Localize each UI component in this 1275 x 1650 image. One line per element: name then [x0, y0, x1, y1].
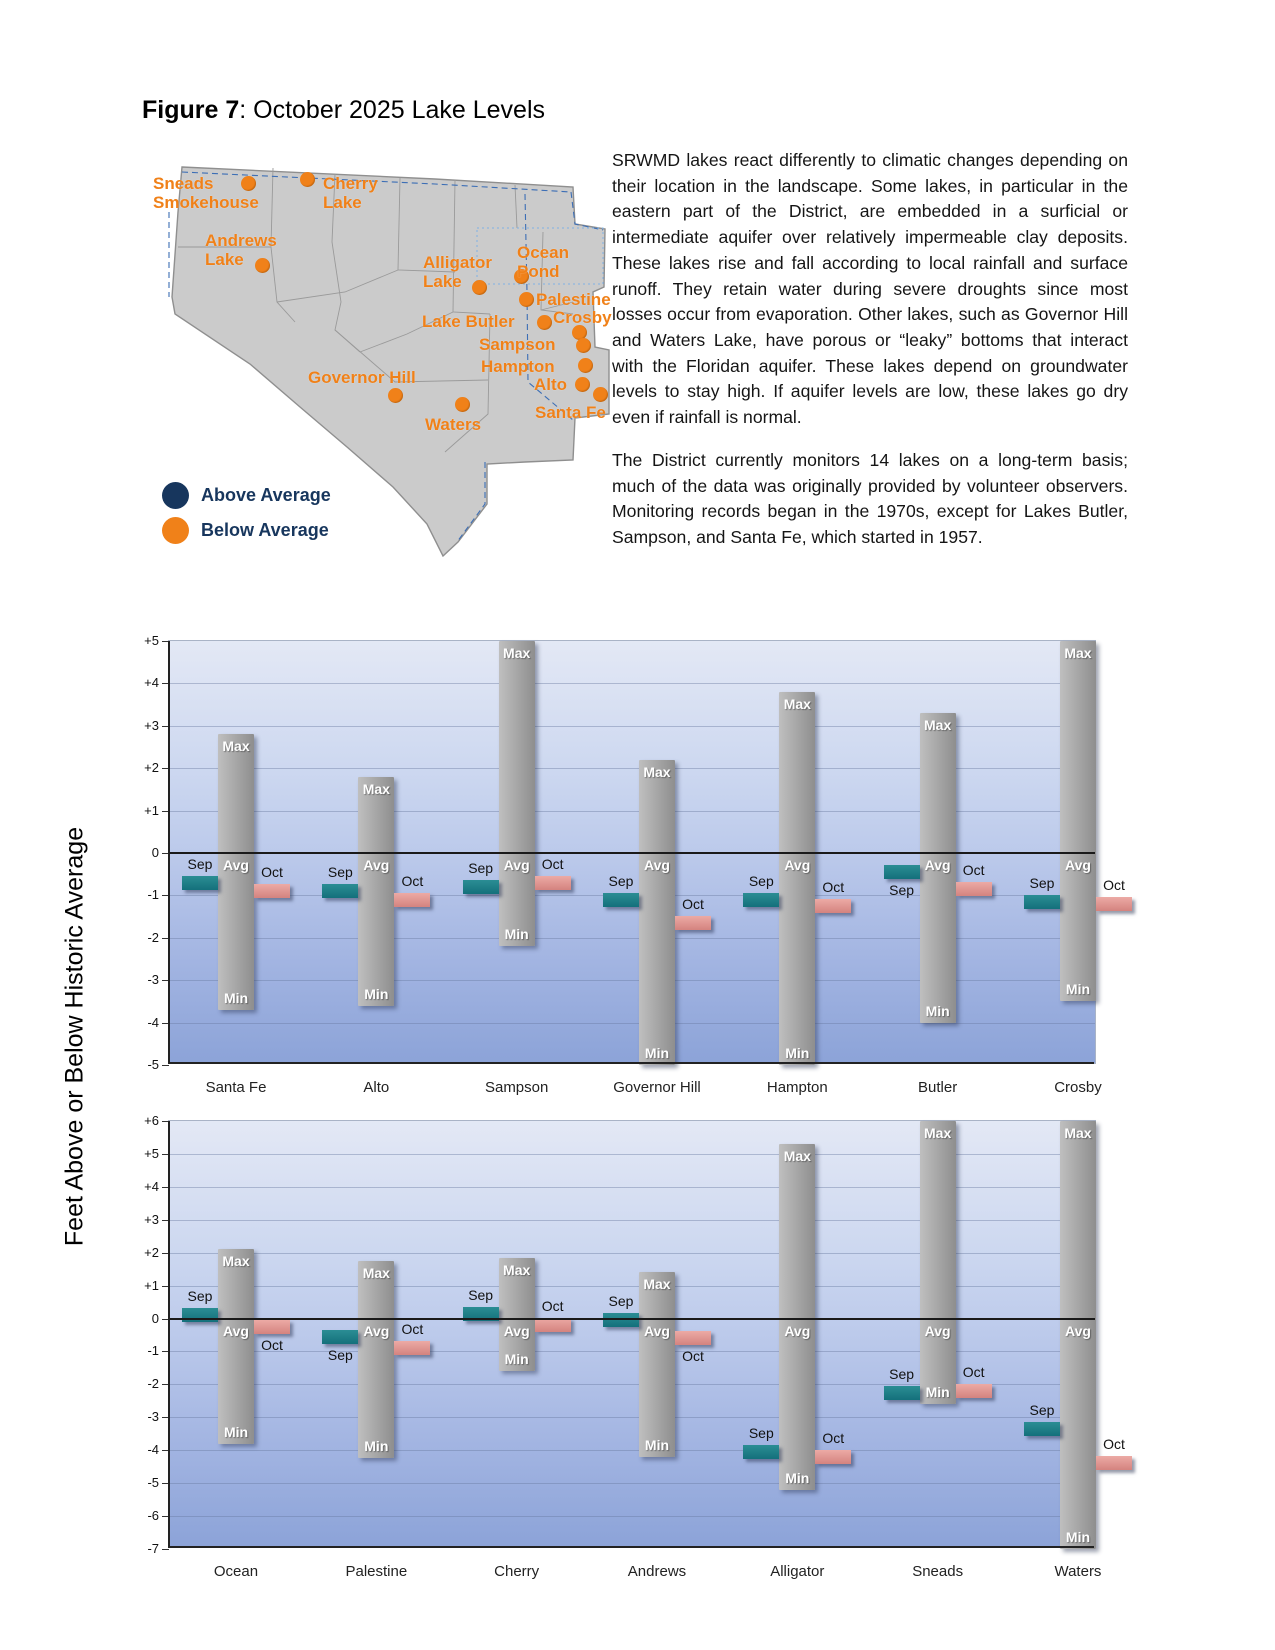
category-label-sampson: Sampson	[484, 1079, 549, 1096]
gridline	[169, 1187, 1095, 1188]
sep-label-hampton: Sep	[748, 872, 774, 889]
y-tick-label: +4	[144, 1178, 159, 1194]
oct-label-butler: Oct	[962, 862, 985, 879]
district-map	[145, 152, 613, 557]
avg-label-alto: Avg	[363, 857, 390, 873]
min-label-palestine: Min	[364, 1438, 389, 1455]
sep-label-butler: Sep	[889, 882, 915, 899]
y-tick-label: -4	[147, 1442, 159, 1458]
min-label-hampton: Min	[785, 1045, 810, 1061]
category-label-alligator: Alligator	[770, 1563, 825, 1580]
min-label-governor-hill: Min	[644, 1045, 670, 1061]
sep-label-waters: Sep	[1029, 1401, 1055, 1418]
oct-bar-sneads	[956, 1384, 992, 1398]
range-bar-alto	[358, 777, 394, 1006]
sep-label-santa-fe: Sep	[187, 855, 213, 872]
sep-label-cherry: Sep	[468, 1286, 494, 1303]
min-label-waters: Min	[1065, 1529, 1091, 1545]
figure-title	[142, 96, 545, 125]
oct-bar-cherry	[535, 1318, 571, 1332]
min-label-cherry: Min	[504, 1351, 529, 1368]
min-label-sneads: Min	[925, 1384, 950, 1401]
sep-label-sampson: Sep	[468, 859, 494, 876]
y-tick-label: 0	[151, 845, 159, 860]
zero-gridline	[169, 1318, 1095, 1320]
max-label-cherry: Max	[503, 1261, 531, 1278]
y-tick-label: +1	[144, 802, 159, 818]
sep-bar-hampton	[743, 893, 779, 907]
lake-dot-lake-butler	[537, 315, 552, 330]
sep-label-alto: Sep	[327, 864, 353, 881]
y-tick-label: +5	[144, 1145, 159, 1161]
lake-dot-santa-fe	[593, 387, 608, 402]
min-label-butler: Min	[925, 1002, 950, 1019]
sep-bar-palestine	[322, 1330, 358, 1344]
oct-label-hampton: Oct	[822, 879, 845, 895]
lake-label-palestine: Palestine	[536, 290, 611, 309]
y-axis-title: Feet Above or Below Historic Average	[60, 826, 89, 1247]
gridline	[169, 1417, 1095, 1418]
gridline	[169, 1220, 1095, 1221]
y-tick-label: -5	[147, 1475, 159, 1491]
paragraph-2: The District currently monitors 14 lakes on a long-term basis; much of the data was originally provided by volunteer observers. Monitoring records began in the 1970s, except for Lakes Butler, Sampson, and Santa Fe, which started in 1957.	[612, 450, 1128, 548]
y-tick-label: -1	[147, 1343, 159, 1359]
lake-label-alto: Alto	[534, 375, 568, 394]
lake-label-santa-fe: Santa Fe	[535, 403, 606, 422]
oct-bar-hampton	[815, 899, 851, 913]
gridline	[169, 768, 1095, 769]
lake-label-alligator-lake: Alligator Lake	[423, 253, 492, 291]
category-label-alto: Alto	[363, 1079, 390, 1096]
max-label-ocean: Max	[222, 1253, 250, 1270]
sep-label-crosby: Sep	[1029, 874, 1055, 891]
oct-bar-alto	[394, 893, 430, 907]
category-label-waters: Waters	[1054, 1563, 1102, 1580]
max-label-alto: Max	[362, 780, 390, 797]
sep-label-ocean: Sep	[187, 1288, 213, 1305]
y-tick-mark	[162, 1065, 169, 1066]
gridline	[169, 811, 1095, 812]
gridline	[169, 1253, 1095, 1254]
max-label-hampton: Max	[783, 695, 811, 712]
oct-bar-butler	[956, 882, 992, 896]
range-bar-andrews	[639, 1272, 675, 1456]
y-tick-label: -2	[147, 929, 159, 945]
lake-label-sneads-smokehouse: Sneads Smokehouse	[153, 174, 259, 212]
lake-label-hampton: Hampton	[481, 357, 555, 376]
gridline	[169, 1154, 1095, 1155]
y-tick-label: -7	[147, 1541, 159, 1556]
avg-label-sneads: Avg	[924, 1322, 951, 1339]
sep-bar-santa-fe	[182, 876, 218, 890]
avg-label-palestine: Avg	[363, 1322, 390, 1339]
range-bar-sampson	[499, 641, 535, 946]
figure-subtitle: : October 2025 Lake Levels	[239, 96, 545, 124]
lake-label-ocean-pond: Ocean Pond	[517, 243, 569, 281]
lake-label-sampson: Sampson	[479, 335, 556, 354]
range-bar-ocean	[218, 1249, 254, 1443]
oct-label-cherry: Oct	[541, 1298, 564, 1315]
category-label-andrews: Andrews	[627, 1563, 687, 1580]
sep-bar-ocean	[182, 1308, 218, 1322]
lake-label-governor-hill: Governor Hill	[308, 368, 416, 387]
lake-label-andrews-lake: Andrews Lake	[205, 231, 277, 269]
min-label-crosby: Min	[1065, 981, 1091, 998]
max-label-butler: Max	[924, 717, 952, 734]
lake-dot-alto	[575, 377, 590, 392]
oct-label-ocean: Oct	[261, 1336, 283, 1353]
sep-label-andrews: Sep	[608, 1293, 634, 1310]
avg-label-alligator: Avg	[784, 1322, 811, 1339]
y-tick-label: +3	[144, 1211, 159, 1227]
oct-label-alligator: Oct	[822, 1429, 845, 1446]
sep-bar-governor-hill	[603, 893, 639, 907]
min-label-santa-fe: Min	[223, 989, 249, 1006]
lake-label-waters: Waters	[425, 415, 482, 434]
max-label-andrews: Max	[643, 1276, 671, 1293]
oct-bar-santa-fe	[254, 884, 290, 898]
y-tick-label: +1	[144, 1277, 159, 1293]
oct-label-sampson: Oct	[541, 855, 564, 872]
legend-above-average-label: Above Average	[201, 485, 331, 505]
y-axis-line	[168, 1121, 170, 1547]
max-label-sneads: Max	[924, 1125, 952, 1141]
oct-label-alto: Oct	[401, 872, 424, 889]
oct-label-crosby: Oct	[1103, 876, 1125, 893]
range-bar-sneads	[920, 1121, 956, 1404]
oct-label-palestine: Oct	[401, 1321, 424, 1338]
gridline	[169, 1483, 1095, 1484]
sep-bar-sneads	[884, 1386, 920, 1400]
y-tick-label: -4	[147, 1014, 159, 1030]
sep-label-sneads: Sep	[889, 1365, 915, 1382]
legend-below-average-label: Below Average	[201, 520, 329, 540]
y-tick-label: +3	[144, 717, 159, 733]
gridline	[169, 1286, 1095, 1287]
plot-area	[144, 1113, 1125, 1580]
category-label-butler: Butler	[918, 1079, 958, 1096]
gridline	[169, 683, 1095, 684]
y-tick-mark	[162, 1549, 169, 1550]
lake-dot-cherry-lake	[300, 172, 315, 187]
figure-label: Figure 7	[142, 96, 240, 124]
y-tick-label: -3	[147, 972, 159, 988]
oct-bar-alligator	[815, 1450, 851, 1464]
lake-label-crosby: Crosby	[553, 308, 612, 327]
gridline	[169, 980, 1095, 981]
gridline	[169, 1450, 1095, 1451]
range-bar-governor-hill	[639, 760, 675, 1065]
avg-label-andrews: Avg	[644, 1322, 670, 1339]
sep-bar-sampson	[463, 880, 499, 894]
range-bar-palestine	[358, 1261, 394, 1459]
oct-label-sneads: Oct	[962, 1363, 985, 1380]
y-tick-label: +6	[144, 1113, 159, 1128]
sep-bar-butler	[884, 865, 920, 879]
min-label-ocean: Min	[223, 1423, 249, 1440]
lake-dot-palestine	[519, 292, 534, 307]
category-label-crosby: Crosby	[1054, 1079, 1102, 1096]
avg-label-crosby: Avg	[1065, 857, 1091, 873]
chart-eastern-lakes	[144, 633, 1125, 1096]
max-label-governor-hill: Max	[643, 763, 671, 780]
y-tick-label: -1	[147, 887, 159, 903]
lake-dot-sampson	[576, 338, 591, 353]
gridline	[169, 1351, 1095, 1352]
max-label-waters: Max	[1064, 1125, 1092, 1141]
sep-label-palestine: Sep	[327, 1346, 353, 1363]
lake-label-lake-butler: Lake Butler	[422, 312, 515, 331]
oct-bar-palestine	[394, 1341, 430, 1355]
avg-label-cherry: Avg	[503, 1322, 530, 1339]
gridline	[169, 1023, 1095, 1024]
sep-bar-crosby	[1024, 895, 1060, 909]
y-tick-label: +2	[144, 760, 159, 776]
max-label-crosby: Max	[1064, 645, 1092, 661]
max-label-santa-fe: Max	[222, 738, 250, 755]
x-axis-line	[168, 1062, 1094, 1064]
sep-bar-waters	[1024, 1422, 1060, 1436]
range-bar-hampton	[779, 692, 815, 1065]
sep-bar-alto	[322, 884, 358, 898]
plot-area	[144, 633, 1125, 1096]
oct-bar-waters	[1096, 1456, 1132, 1470]
legend-below-average	[162, 517, 329, 544]
oct-bar-crosby	[1096, 897, 1132, 911]
legend-above-average	[162, 482, 331, 509]
category-label-ocean: Ocean	[213, 1563, 259, 1580]
avg-label-ocean: Avg	[223, 1322, 249, 1339]
zero-gridline	[169, 852, 1095, 854]
max-label-sampson: Max	[503, 645, 531, 661]
category-label-hampton: Hampton	[766, 1079, 828, 1096]
category-label-sneads: Sneads	[912, 1563, 964, 1580]
range-bar-crosby	[1060, 641, 1096, 1001]
chart-western-lakes	[144, 1113, 1125, 1580]
lake-dot-governor-hill	[388, 388, 403, 403]
sep-label-alligator: Sep	[748, 1424, 774, 1441]
above-average-dot-icon	[162, 482, 189, 509]
min-label-andrews: Min	[644, 1436, 670, 1453]
below-average-dot-icon	[162, 517, 189, 544]
avg-label-sampson: Avg	[503, 857, 530, 873]
y-tick-label: -2	[147, 1376, 159, 1392]
lake-label-cherry-lake: Cherry Lake	[323, 174, 378, 212]
category-label-palestine: Palestine	[345, 1563, 408, 1580]
min-label-alligator: Min	[785, 1469, 810, 1486]
paragraph-1: SRWMD lakes react differently to climatic changes depending on their location in the landscape. Some lakes, in particular in the eastern part of the District, are embedded in a surficial or intermediate aquifer over relatively impermeable clay deposits. These lakes rise and fall according to local rainfall and surface runoff. They retain water during severe droughts since most losses occur from evaporation. Other lakes, such as Governor Hill and Waters Lake, have porous or “leaky” bottoms that interact with the Floridan aquifer. These lakes depend on groundwater levels to stay high. If aquifer levels are low, these lakes go dry even if rainfall is normal.	[612, 150, 1128, 428]
oct-bar-sampson	[535, 876, 571, 890]
min-label-alto: Min	[364, 985, 389, 1002]
y-tick-label: +5	[144, 633, 159, 648]
min-label-sampson: Min	[504, 926, 529, 943]
oct-label-santa-fe: Oct	[261, 864, 283, 881]
category-label-cherry: Cherry	[494, 1563, 540, 1580]
y-tick-label: 0	[151, 1310, 159, 1326]
oct-label-andrews: Oct	[682, 1348, 704, 1365]
y-tick-label: -3	[147, 1409, 159, 1425]
max-label-palestine: Max	[362, 1264, 390, 1281]
sep-bar-andrews	[603, 1313, 639, 1327]
gridline	[169, 938, 1095, 939]
oct-label-governor-hill: Oct	[682, 895, 704, 912]
category-label-governor-hill: Governor Hill	[613, 1079, 701, 1096]
avg-label-hampton: Avg	[784, 857, 811, 873]
oct-label-waters: Oct	[1103, 1436, 1125, 1453]
y-tick-label: +4	[144, 675, 159, 691]
avg-label-butler: Avg	[924, 857, 951, 873]
sep-bar-alligator	[743, 1445, 779, 1459]
lake-dot-waters	[455, 397, 470, 412]
x-axis-line	[168, 1546, 1094, 1548]
avg-label-waters: Avg	[1065, 1322, 1091, 1339]
category-label-santa-fe: Santa Fe	[205, 1079, 267, 1096]
y-tick-label: -5	[147, 1057, 159, 1072]
lake-dot-hampton	[578, 358, 593, 373]
y-tick-label: -6	[147, 1508, 159, 1524]
y-tick-label: +2	[144, 1244, 159, 1260]
y-axis-line	[168, 641, 170, 1063]
avg-label-governor-hill: Avg	[644, 857, 670, 873]
oct-bar-governor-hill	[675, 916, 711, 930]
avg-label-santa-fe: Avg	[223, 857, 249, 873]
sep-label-governor-hill: Sep	[608, 872, 634, 889]
gridline	[169, 1516, 1095, 1517]
gridline	[169, 726, 1095, 727]
oct-bar-andrews	[675, 1331, 711, 1345]
oct-bar-ocean	[254, 1320, 290, 1334]
max-label-alligator: Max	[783, 1148, 811, 1165]
